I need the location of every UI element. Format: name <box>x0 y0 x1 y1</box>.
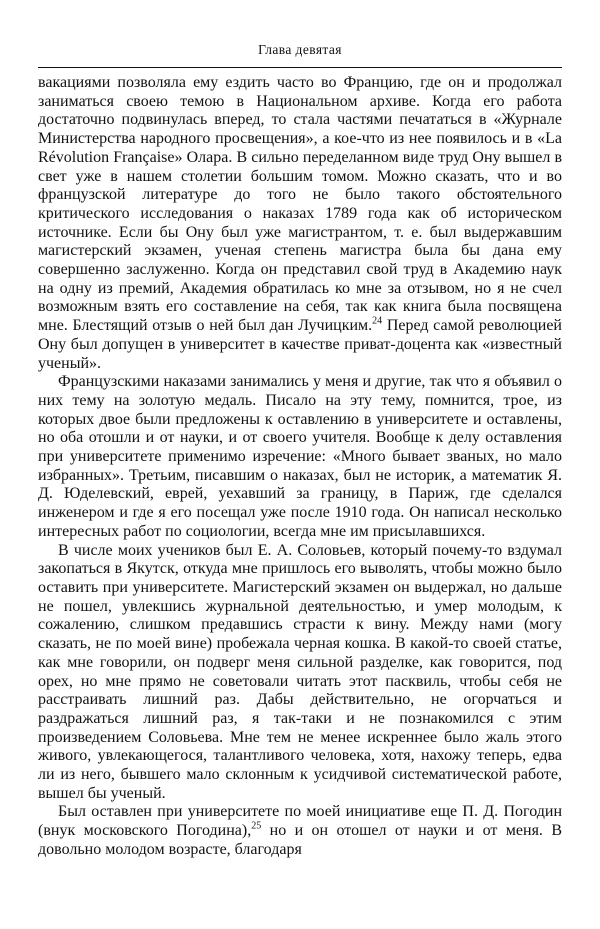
paragraph-4-text: Был оставлен при университете по моей инициативе еще П. Д. Погодин (внук московского Погодина), <box>38 803 562 840</box>
paragraph-1-tail: Перед самой революцией Ону был допущен в университет в качестве приват-доцента как «известный ученый». <box>38 317 562 372</box>
chapter-header: Глава девятая <box>258 42 342 57</box>
paragraph-1 <box>38 74 562 373</box>
paragraph-4-tail: но и он отошел от науки и от меня. В довольно молодом возрасте, благодаря <box>38 822 563 858</box>
paragraph-2: Французскими наказами занимались у меня и другие, так что я объявил о них тему на золотую медаль. Писало на эту тему, помнится, трое, из которых двое были предложены к оставлению в университете и оставлены, но оба отошли и от науки, и от своего учителя. Вообще к делу оставления при университете применимо изречение: «Много бывает званых, но мало избранных». Третьим, писавшим о наказах, был не историк, а математик Я. Д. Юделевский, еврей, уехавший за границу, в Париж, где сделался инженером и где я его посещал уже после 1910 года. Он написал несколько интересных работ по социологии, всегда мне им присылавшихся. <box>38 373 562 540</box>
paragraph-3: В числе моих учеников был Е. А. Соловьев, который почему-то вздумал закопаться в Якутск, откуда мне пришлось его выволять, чтобы можно было оставить при университете. Магистерский экзамен он выдержал, но дальше не пошел, увлекшись журнальной деятельностью, и умер молодым, к сожалению, слишком предавшись страсти к вину. Между нами (могу сказать, не по моей вине) пробежала черная кошка. В какой-то своей статье, как мне говорили, он подверг меня сильной разделке, как говорится, под орех, но мне прямо не советовали читать этот пасквиль, чтобы себя не расстраивать лишний раз. Дабы действительно, не огорчаться и раздражаться лишний раз, я так-таки и не познакомился с этим произведением Соловьева. Мне тем не менее искреннее было жаль этого живого, увлекающегося, талантливого человека, хотя, нахожу теперь, едва ли из него, бывшего мало склонным к усидчивой систематической работе, вышел бы ученый. <box>38 541 562 802</box>
paragraph-1-text: вакациями позволяла ему ездить часто во Францию, где он и продолжал заниматься своею темою в Национальном архиве. Когда его работа достаточно подвинулась вперед, то стала частями печататься в «Журнале Министерства народного просвещения», а кое-что из нее появилось и в «La Révolution Française» Олара. В сильно переделанном виде труд Ону вышел в свет уже в нашем столетии большим томом. Можно сказать, что и во французской литературе до того не было такого обстоятельного критического исследования о наказах 1789 года как об историческом источнике. Если бы Ону был уже магистрантом, т. е. был выдержавшим магистерский экзамен, ученая степень магистра была бы дана ему совершенно заслуженно. Когда он представил свой труд в Академию наук на одну из премий, Академия обратилась ко мне за отзывом, но я не счел возможным взять его составление на себя, так как книга была посвящена мне. Блестящий отзыв о ней был дан Лучицким. <box>38 74 562 335</box>
header-rule <box>38 67 562 68</box>
footnote-ref-25: 25 <box>251 820 262 832</box>
paragraph-4 <box>38 803 562 859</box>
footnote-ref-24: 24 <box>372 315 383 327</box>
page-body <box>38 74 562 860</box>
